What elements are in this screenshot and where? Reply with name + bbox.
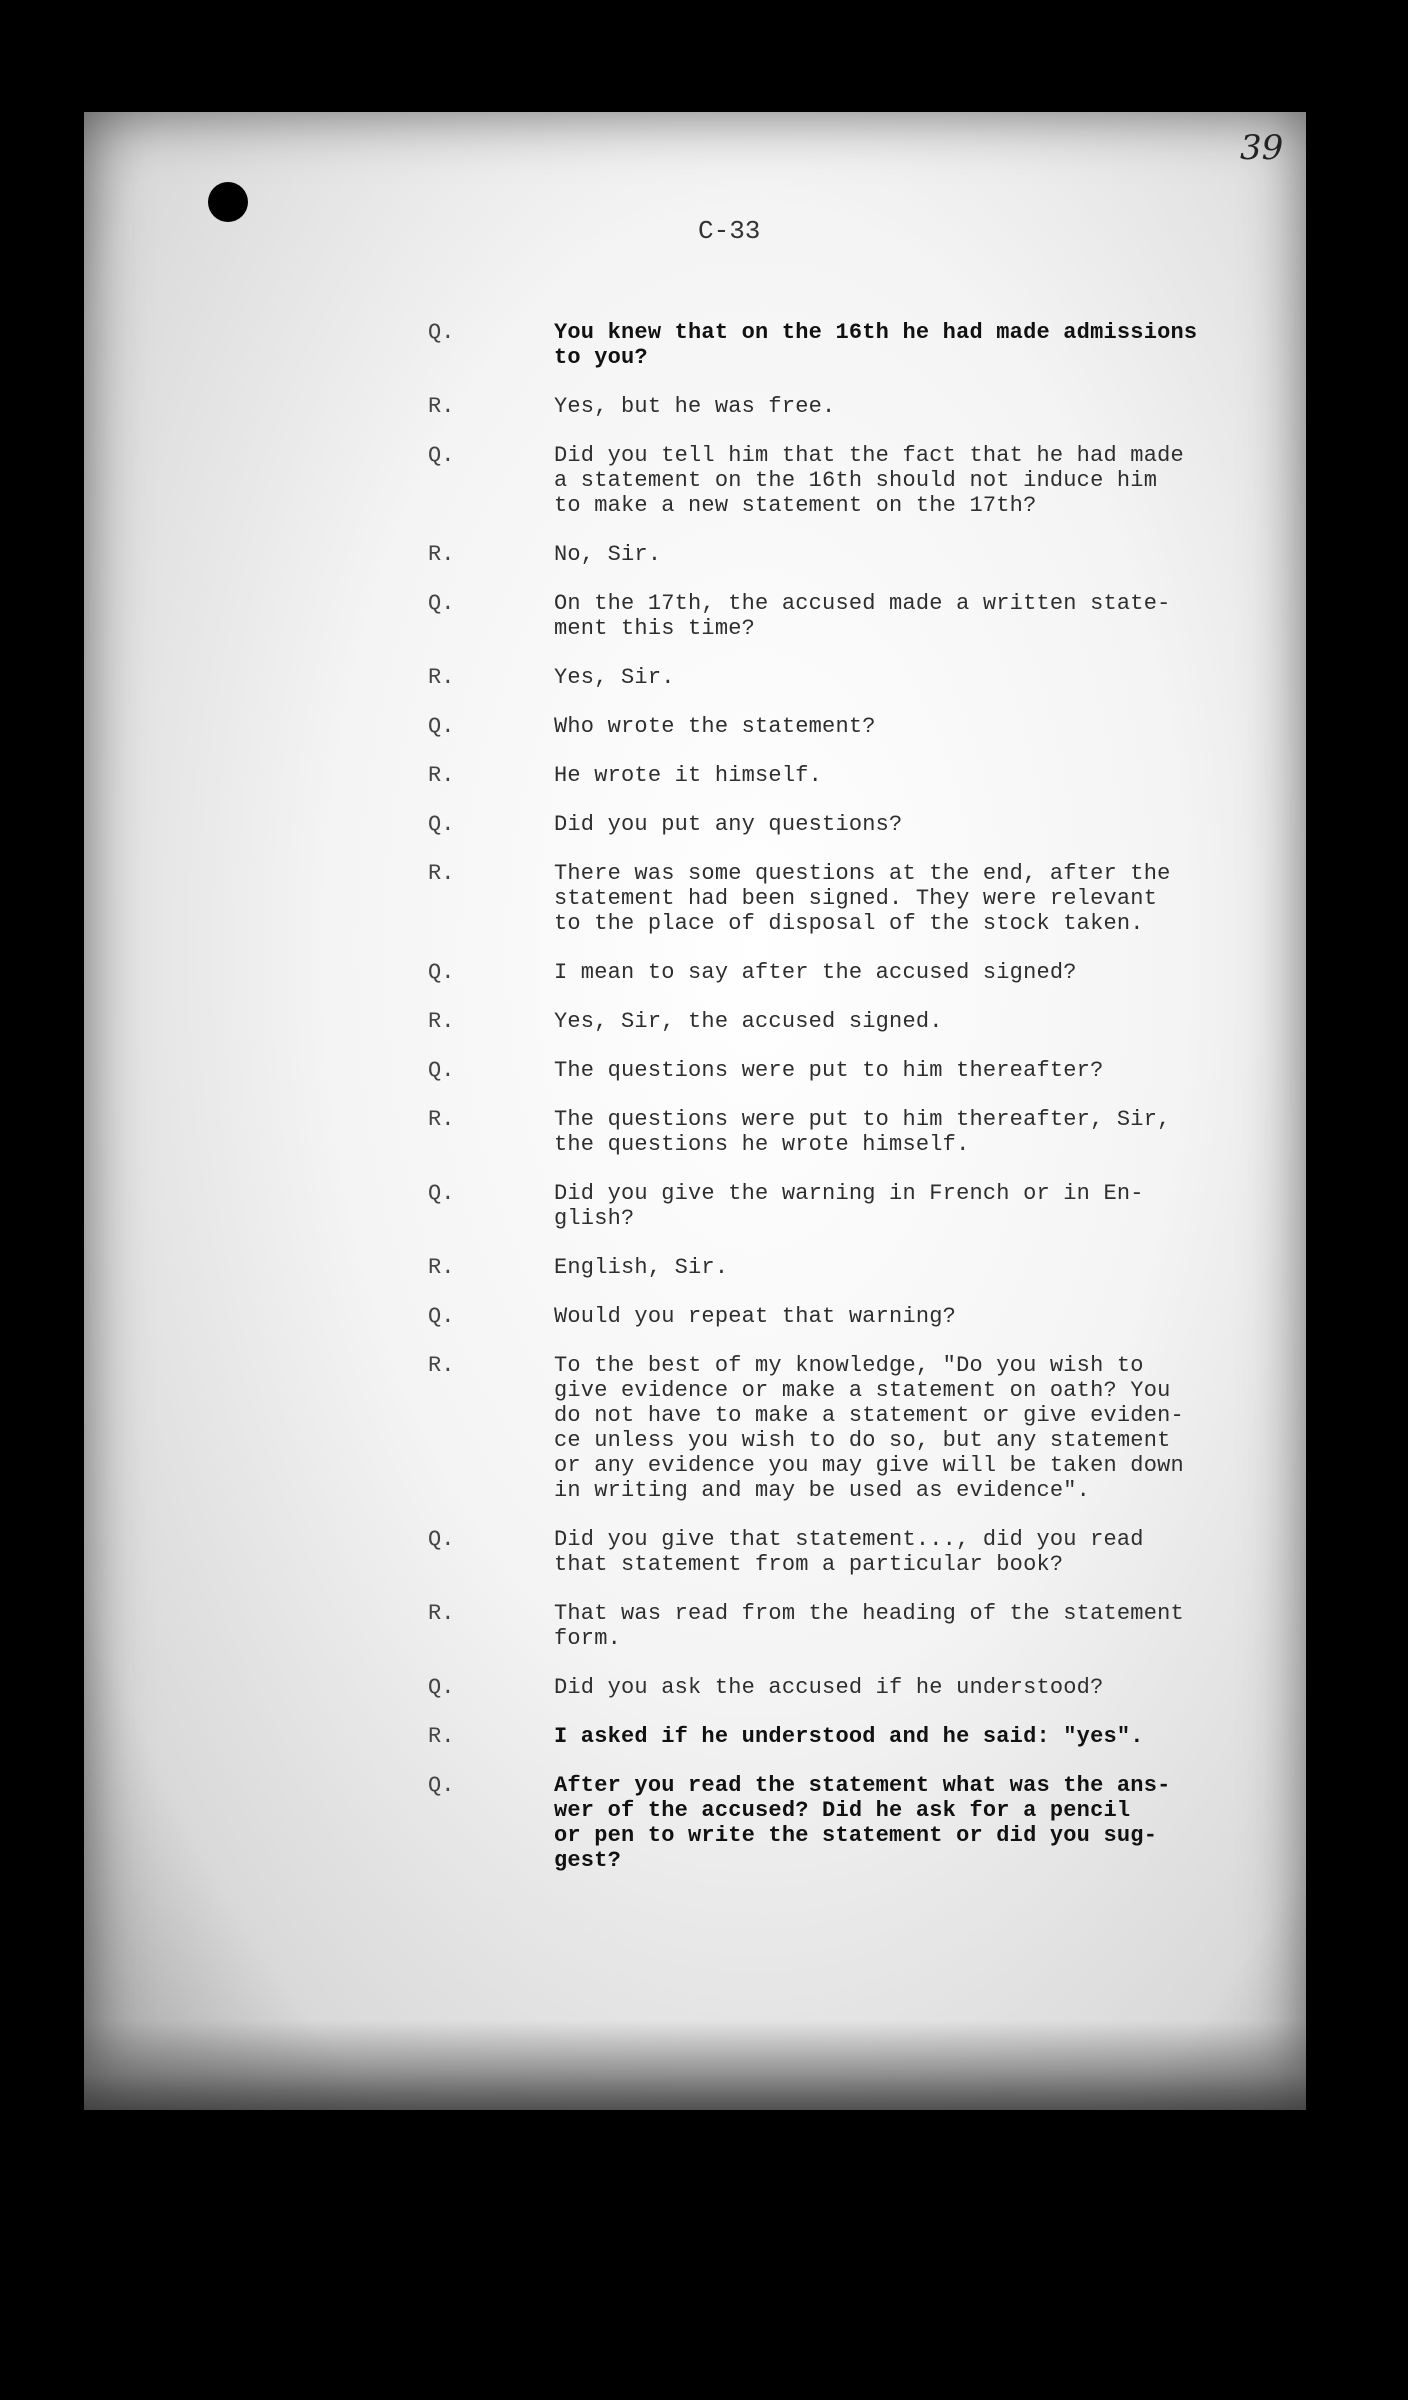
speaker-label: Q. — [428, 1058, 455, 1083]
document-reference: C-33 — [698, 216, 761, 246]
exchange-row — [424, 1601, 1294, 1651]
speaker-label: R. — [428, 542, 455, 567]
speaker-label: Q. — [428, 443, 455, 468]
exchange-text: Yes, Sir. — [554, 665, 675, 690]
speaker-label: R. — [428, 1009, 455, 1034]
exchange-row — [424, 1255, 1294, 1280]
exchange-row — [424, 714, 1294, 739]
exchange-row — [424, 591, 1294, 641]
exchange-row — [424, 1724, 1294, 1749]
exchange-text: The questions were put to him thereafter, Sir, the questions he wrote himself. — [554, 1107, 1171, 1157]
exchange-text: Did you give the warning in French or in En- glish? — [554, 1181, 1144, 1231]
exchange-row — [424, 1304, 1294, 1329]
speaker-label: Q. — [428, 1527, 455, 1552]
speaker-label: R. — [428, 665, 455, 690]
exchange-text: Did you ask the accused if he understood? — [554, 1675, 1104, 1700]
exchange-text: He wrote it himself. — [554, 763, 823, 788]
exchange-row — [424, 443, 1294, 518]
speaker-label: Q. — [428, 714, 455, 739]
punch-hole — [208, 182, 248, 222]
speaker-label: Q. — [428, 1181, 455, 1206]
transcript — [424, 320, 1294, 1897]
speaker-label: R. — [428, 763, 455, 788]
exchange-row — [424, 665, 1294, 690]
document-page — [84, 112, 1306, 2110]
exchange-row — [424, 1353, 1294, 1503]
speaker-label: R. — [428, 861, 455, 886]
exchange-row — [424, 1527, 1294, 1577]
speaker-label: R. — [428, 1255, 455, 1280]
speaker-label: Q. — [428, 812, 455, 837]
exchange-text: Yes, Sir, the accused signed. — [554, 1009, 943, 1034]
exchange-text: The questions were put to him thereafter? — [554, 1058, 1104, 1083]
exchange-text: That was read from the heading of the statement form. — [554, 1601, 1184, 1651]
exchange-row — [424, 763, 1294, 788]
exchange-text: I mean to say after the accused signed? — [554, 960, 1077, 985]
exchange-text: No, Sir. — [554, 542, 662, 567]
exchange-text: There was some questions at the end, after the statement had been signed. They were relevant to the place of disposal of the stock taken. — [554, 861, 1171, 936]
exchange-row — [424, 1675, 1294, 1700]
exchange-row — [424, 394, 1294, 419]
exchange-row — [424, 1773, 1294, 1873]
exchange-row — [424, 1107, 1294, 1157]
exchange-row — [424, 812, 1294, 837]
exchange-text: Yes, but he was free. — [554, 394, 836, 419]
exchange-row — [424, 861, 1294, 936]
speaker-label: R. — [428, 1353, 455, 1378]
exchange-text: I asked if he understood and he said: "yes". — [554, 1724, 1144, 1749]
speaker-label: R. — [428, 394, 455, 419]
exchange-row — [424, 1058, 1294, 1083]
exchange-text: You knew that on the 16th he had made admissions to you? — [554, 320, 1198, 370]
exchange-text: After you read the statement what was the ans- wer of the accused? Did he ask for a pencil or pen to write the statement or did you sug- gest? — [554, 1773, 1171, 1873]
speaker-label: R. — [428, 1724, 455, 1749]
exchange-row — [424, 320, 1294, 370]
exchange-text: On the 17th, the accused made a written state- ment this time? — [554, 591, 1171, 641]
speaker-label: Q. — [428, 1773, 455, 1798]
exchange-text: Did you put any questions? — [554, 812, 903, 837]
speaker-label: Q. — [428, 320, 455, 345]
speaker-label: Q. — [428, 1675, 455, 1700]
exchange-text: Who wrote the statement? — [554, 714, 876, 739]
page-number: 39 — [1240, 128, 1284, 168]
exchange-row — [424, 1181, 1294, 1231]
exchange-row — [424, 542, 1294, 567]
exchange-text: Would you repeat that warning? — [554, 1304, 957, 1329]
exchange-row — [424, 960, 1294, 985]
exchange-text: Did you give that statement..., did you read that statement from a particular book? — [554, 1527, 1144, 1577]
exchange-text: English, Sir. — [554, 1255, 729, 1280]
speaker-label: R. — [428, 1107, 455, 1132]
speaker-label: Q. — [428, 1304, 455, 1329]
speaker-label: Q. — [428, 591, 455, 616]
speaker-label: Q. — [428, 960, 455, 985]
exchange-row — [424, 1009, 1294, 1034]
speaker-label: R. — [428, 1601, 455, 1626]
exchange-text: To the best of my knowledge, "Do you wish to give evidence or make a statement on oath? You do not have to make a statement or give eviden- ce unless you wish to do so, but any statement or any evidence you may give will be taken down in writing and may be used as evidence". — [554, 1353, 1184, 1503]
exchange-text: Did you tell him that the fact that he had made a statement on the 16th should not induce him to make a new statement on the 17th? — [554, 443, 1184, 518]
